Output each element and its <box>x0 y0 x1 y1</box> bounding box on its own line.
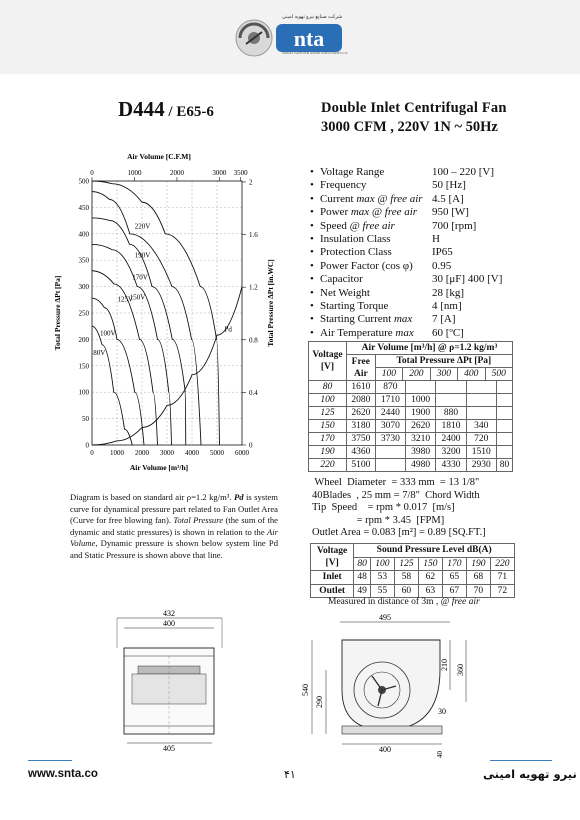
spec-value: 4.5 [A] <box>432 192 464 205</box>
dim-side-40: 40 <box>436 751 444 758</box>
sound-voltage-cell: 125 <box>394 557 418 571</box>
air-volume-cell: 1810 <box>436 420 466 433</box>
x-tick-label: 3000 <box>160 449 174 457</box>
pressure-header: 100 <box>376 368 403 380</box>
air-volume-cell: 1710 <box>375 394 405 407</box>
front-view-drawing <box>112 608 227 753</box>
table-row <box>309 433 513 446</box>
y-tick-label: 250 <box>78 309 89 318</box>
bullet-icon: • <box>310 259 314 272</box>
sound-level-header: Sound Pressure Level dB(A) <box>354 544 515 558</box>
air-volume-cell: 4980 <box>405 459 435 472</box>
dim-side-30: 30 <box>438 707 446 716</box>
air-volume-cell: 3730 <box>375 433 405 446</box>
x-tick-label: 5000 <box>210 449 224 457</box>
spec-label: Current max @ free air <box>320 192 423 205</box>
side-view-drawing <box>290 610 505 760</box>
spec-value: 950 [W] <box>432 206 469 219</box>
y-tick-label: 300 <box>78 283 89 292</box>
bottom-axis-title: Air Volume [m³/h] <box>129 463 189 472</box>
series-label: 190V <box>134 251 151 260</box>
sound-voltage-header: Voltage [V] <box>311 544 354 571</box>
sound-level-cell: 48 <box>354 571 371 585</box>
air-volume-cell: 1510 <box>466 446 496 459</box>
model-title: D444 / E65-6 <box>118 97 214 121</box>
voltage-cell: 80 <box>309 381 347 394</box>
air-volume-cell <box>496 420 512 433</box>
sound-level-cell: 71 <box>490 571 514 585</box>
table-row <box>309 459 513 472</box>
y2-tick-label: 2 <box>249 178 253 187</box>
air-volume-cell: 3070 <box>375 420 405 433</box>
pressure-header: 500 <box>491 369 506 379</box>
sound-level-cell: 60 <box>394 584 418 598</box>
voltage-cell: 190 <box>309 446 347 459</box>
dim-front-top-400: 400 <box>163 619 175 628</box>
air-volume-cell: 3180 <box>346 420 375 433</box>
voltage-cell: 150 <box>309 420 347 433</box>
top-axis-title: Air Volume [C.F.M] <box>127 152 191 161</box>
dim-front-top-432: 432 <box>163 609 175 618</box>
dim-side-bottom: 400 <box>379 745 391 754</box>
sound-voltage-cell: 80 <box>354 557 371 571</box>
pressure-header: 300 <box>431 368 458 380</box>
air-volume-cell: 3750 <box>346 433 375 446</box>
bullet-icon: • <box>310 179 314 192</box>
air-volume-cell: 3980 <box>405 446 435 459</box>
footer-website[interactable]: www.snta.co <box>28 768 98 780</box>
bullet-icon: • <box>310 192 314 205</box>
series-label: 125V <box>117 295 134 304</box>
y-tick-label: 350 <box>78 256 89 265</box>
y-tick-label: 400 <box>78 230 89 239</box>
spec-value: 28 [kg] <box>432 286 465 299</box>
table-row <box>309 394 513 407</box>
y-tick-label: 500 <box>78 177 89 186</box>
sound-level-table <box>310 543 515 598</box>
spec-value: 60 [ºC] <box>432 326 464 339</box>
y-tick-label: 50 <box>82 415 89 424</box>
total-pressure-header: Total Pressure ΔPt [Pa] <box>376 355 512 368</box>
voltage-cell: 100 <box>309 394 347 407</box>
series-label: 170V <box>132 273 148 282</box>
dim-side-360: 360 <box>456 664 465 676</box>
sound-level-cell: 49 <box>354 584 371 598</box>
sound-level-cell: 63 <box>418 584 442 598</box>
diagram-note: Diagram is based on standard air ρ=1.2 kg/m³. Pd is system curve for dynamical pressure part related to Fan Outlet Area (Curve for free blowing fan). Total Pressure (the sum of the dynamic and static pressures) is shown in relation to the Air Volume, Dynamic pressure is shown below system line Pd and Static Pressure is shown above that line. <box>70 492 278 560</box>
bullet-icon: • <box>310 219 314 232</box>
y-tick-label: 450 <box>78 203 89 212</box>
y2-tick-label: 0.4 <box>249 388 258 397</box>
sound-row-label: Outlet <box>311 584 354 598</box>
pressure-header: 200 <box>403 368 430 380</box>
spec-value: 4 [nm] <box>432 299 462 312</box>
y-tick-label: 150 <box>78 362 89 371</box>
bullet-icon: • <box>310 326 314 339</box>
air-volume-cell: 5100 <box>346 459 375 472</box>
footer-rule-left <box>28 760 72 761</box>
air-volume-cell <box>466 407 496 420</box>
sound-voltage-cell: 220 <box>490 557 514 571</box>
table-row <box>311 571 515 585</box>
air-volume-header: Air Volume [m³/h] @ ρ=1.2 kg/m³ <box>346 342 512 355</box>
y2-tick-label: 1.2 <box>249 283 258 292</box>
spec-label: Power Factor (cos φ) <box>320 259 413 272</box>
air-volume-cell: 1000 <box>405 394 435 407</box>
x2-tick-label: 1000 <box>127 169 142 177</box>
sound-level-cell: 58 <box>394 571 418 585</box>
air-volume-cell: 4360 <box>346 446 375 459</box>
air-volume-cell <box>496 407 512 420</box>
sound-voltage-cell: 190 <box>466 557 490 571</box>
air-volume-cell <box>436 394 466 407</box>
air-volume-cell: 2930 <box>466 459 496 472</box>
page-header <box>0 0 580 74</box>
table-row <box>309 381 513 394</box>
spec-label: Power max @ free air <box>320 206 418 219</box>
pressure-header: 400 <box>458 368 485 380</box>
x-tick-label: 1000 <box>110 449 124 457</box>
sound-voltage-cell: 170 <box>442 557 466 571</box>
table-row <box>309 420 513 433</box>
bullet-icon: • <box>310 286 314 299</box>
company-name-fa: شرکت صنایع نیرو تهویه امینی <box>282 15 343 20</box>
spec-label: Starting Current max <box>320 313 413 326</box>
voltage-cell: 170 <box>309 433 347 446</box>
air-volume-cell: 340 <box>466 420 496 433</box>
spec-value: 50 [Hz] <box>432 179 466 192</box>
sound-level-cell: 72 <box>490 584 514 598</box>
air-volume-cell <box>496 394 512 407</box>
x-tick-label: 6000 <box>235 449 249 457</box>
air-volume-cell: 880 <box>436 407 466 420</box>
footer-rule-right <box>490 760 552 761</box>
air-volume-cell: 870 <box>375 381 405 394</box>
x-tick-label: 4000 <box>185 449 199 457</box>
series-line-80v <box>92 326 132 445</box>
y2-tick-label: 0 <box>249 441 253 450</box>
page-number: ۴۱ <box>284 768 296 781</box>
air-volume-cell <box>496 446 512 459</box>
product-title: Double Inlet Centrifugal Fan <box>321 100 507 116</box>
free-air-header: Free Air <box>346 355 375 381</box>
product-subtitle: 3000 CFM , 220V 1N ~ 50Hz <box>321 119 498 135</box>
performance-chart <box>40 148 290 478</box>
air-volume-cell: 4330 <box>436 459 466 472</box>
logo-text: nta <box>293 26 325 51</box>
bullet-icon: • <box>310 206 314 219</box>
y-tick-label: 200 <box>78 335 89 344</box>
spec-value: IP65 <box>432 246 453 259</box>
sound-level-cell: 55 <box>370 584 394 598</box>
spec-label: Starting Torque <box>320 299 389 312</box>
table-row <box>309 446 513 459</box>
spec-value: 0.95 <box>432 259 452 272</box>
spec-value: H <box>432 232 440 245</box>
sound-voltage-cell: 100 <box>370 557 394 571</box>
spec-label: Insulation Class <box>320 232 391 245</box>
air-volume-cell: 3200 <box>436 446 466 459</box>
spec-value: 100 – 220 [V] <box>432 166 495 178</box>
y-tick-label: 100 <box>78 388 89 397</box>
bullet-icon: • <box>310 166 314 178</box>
x-tick-label: 0 <box>90 449 94 457</box>
air-volume-cell: 2080 <box>346 394 375 407</box>
footer-company-name: نیرو تهویه امینی <box>483 767 577 781</box>
air-volume-cell <box>375 446 405 459</box>
y2-tick-label: 1.6 <box>249 231 258 240</box>
right-axis-title: Total Pressure ΔPt [in.WC] <box>266 259 275 347</box>
air-volume-cell <box>466 381 496 394</box>
voltage-header: Voltage [V] <box>309 342 347 381</box>
wheel-info: Wheel Diameter = 333 mm = 13 1/8" 40Blades , 25 mm = 7/8" Chord Width Tip Speed = rpm * 0.017 [m/s] = rpm * 3.45 [FPM] Outlet Area = 0.083 [m²] = 0.89 [SQ.FT.] <box>312 477 486 538</box>
y2-tick-label: 0.8 <box>249 336 258 345</box>
air-volume-cell: 2400 <box>436 433 466 446</box>
spec-value: 700 [rpm] <box>432 219 477 232</box>
sound-voltage-cell: 150 <box>418 557 442 571</box>
spec-label: Air Temperature max <box>320 326 414 339</box>
air-volume-cell: 1900 <box>405 407 435 420</box>
table-row <box>311 584 515 598</box>
air-volume-cell <box>375 459 405 472</box>
dim-side-top: 495 <box>379 613 391 622</box>
sound-row-label: Inlet <box>311 571 354 585</box>
sound-level-cell: 67 <box>442 584 466 598</box>
air-volume-cell: 2620 <box>405 420 435 433</box>
dim-side-210: 210 <box>440 659 449 671</box>
sound-level-cell: 62 <box>418 571 442 585</box>
sound-level-cell: 65 <box>442 571 466 585</box>
spec-label: Voltage Range <box>320 166 385 178</box>
spec-label: Net Weight <box>320 286 370 299</box>
air-volume-table <box>308 341 513 472</box>
x-tick-label: 2000 <box>135 449 149 457</box>
pd-curve-label: Pd <box>224 325 232 334</box>
spec-label: Capacitor <box>320 273 363 286</box>
air-volume-cell <box>496 433 512 446</box>
series-line-100v <box>92 298 144 445</box>
y-tick-label: 0 <box>85 441 89 450</box>
x2-tick-label: 2000 <box>169 169 184 177</box>
series-label: 100V <box>100 329 116 338</box>
spec-value: 30 [μF] 400 [V] <box>432 273 503 286</box>
air-volume-cell <box>466 394 496 407</box>
company-name-en: NIROO TAHVIEH AMINI INDUSTRIES CO <box>282 51 348 55</box>
air-volume-cell: 1610 <box>346 381 375 394</box>
spec-label: Frequency <box>320 179 367 192</box>
series-label: 150V <box>129 293 146 302</box>
dim-front-bottom: 405 <box>163 744 175 753</box>
series-label: 80V <box>93 349 106 358</box>
air-volume-cell: 2620 <box>346 407 375 420</box>
air-volume-cell: 80 <box>496 459 512 472</box>
spec-value: 7 [A] <box>432 313 456 326</box>
bullet-icon: • <box>310 246 314 259</box>
spec-label: Protection Class <box>320 246 392 259</box>
left-axis-title: Total Pressure ΔPt [Pa] <box>53 275 62 351</box>
air-volume-cell: 2440 <box>375 407 405 420</box>
sound-level-cell: 68 <box>466 571 490 585</box>
air-volume-cell <box>496 381 512 394</box>
dim-side-540: 540 <box>301 684 310 696</box>
sound-level-cell: 53 <box>370 571 394 585</box>
sound-level-cell: 70 <box>466 584 490 598</box>
air-volume-cell <box>436 381 466 394</box>
bullet-icon: • <box>310 313 314 326</box>
voltage-cell: 220 <box>309 459 347 472</box>
table-row <box>309 407 513 420</box>
air-volume-cell <box>405 381 435 394</box>
x2-tick-label: 3000 <box>212 169 227 177</box>
bullet-icon: • <box>310 232 314 245</box>
x2-tick-label: 3500 <box>233 169 248 177</box>
spec-label: Speed @ free air <box>320 219 395 232</box>
x2-tick-label: 0 <box>90 169 94 177</box>
air-volume-cell: 3210 <box>405 433 435 446</box>
dim-side-290: 290 <box>315 696 324 708</box>
voltage-cell: 125 <box>309 407 347 420</box>
bullet-icon: • <box>310 273 314 286</box>
air-volume-cell: 720 <box>466 433 496 446</box>
measurement-note: Measured in distance of 3m , @ free air <box>328 597 480 607</box>
bullet-icon: • <box>310 299 314 312</box>
series-label: 220V <box>134 222 151 231</box>
